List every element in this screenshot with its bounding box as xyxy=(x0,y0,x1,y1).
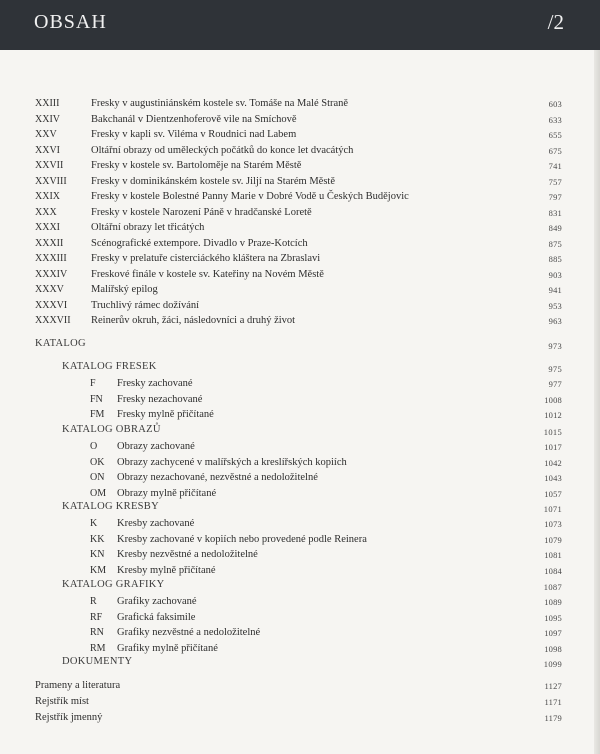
chapter-entry[interactable] xyxy=(35,267,562,283)
catalog-entry-number: R xyxy=(90,596,97,607)
catalog-group-heading-page: 1071 xyxy=(543,504,562,514)
catalog-entry-title: Fresky mylně přičítané xyxy=(117,409,214,420)
catalog-group-heading[interactable] xyxy=(62,578,562,592)
back-matter-entry-title: Rejstřík míst xyxy=(35,696,89,707)
catalog-entry-title: Obrazy zachycené v malířských a kreslířských kopiích xyxy=(117,456,347,468)
chapter-entry-title: Fresky v augustiniánském kostele sv. Tomáše na Malé Straně xyxy=(91,98,349,109)
chapter-entry[interactable] xyxy=(35,298,562,314)
chapter-entry-page: 655 xyxy=(548,130,562,140)
chapter-entry-page: 675 xyxy=(548,145,562,156)
chapter-entry[interactable] xyxy=(35,236,562,252)
catalog-entry-title: Grafická faksimile xyxy=(117,611,196,623)
catalog-entry-page: 977 xyxy=(548,379,562,389)
dokumenty-heading[interactable] xyxy=(62,655,562,669)
back-matter-entry[interactable] xyxy=(35,694,562,710)
chapter-entry-number: XXXVI xyxy=(35,299,68,311)
catalog-entry-title: Fresky zachované xyxy=(117,378,193,389)
chapter-entry-number: XXXIV xyxy=(35,268,68,280)
catalog-entry-title: Kresby mylně přičítané xyxy=(117,564,216,576)
catalog-entry-page: 1098 xyxy=(544,643,562,654)
catalog-group-heading-label: KATALOG OBRAZŮ xyxy=(62,424,161,435)
chapter-entry-number: XXVIII xyxy=(35,175,67,187)
catalog-entry[interactable] xyxy=(62,516,562,532)
catalog-entry-page: 1012 xyxy=(544,410,562,420)
catalog-entry[interactable] xyxy=(62,547,562,563)
back-matter-entry-page: 1179 xyxy=(544,713,562,723)
chapter-entry-title: Fresky v dominikánském kostele sv. Jiljí na Starém Městě xyxy=(91,175,335,187)
catalog-entry-title: Grafiky zachované xyxy=(117,596,197,607)
chapter-entry-page: 903 xyxy=(548,269,562,280)
chapter-entry-number: XXXVII xyxy=(35,315,71,326)
catalog-entry[interactable] xyxy=(62,470,562,486)
catalog-entry-page: 1084 xyxy=(544,565,562,576)
catalog-entry-number: K xyxy=(90,518,98,529)
catalog-entry-page: 1095 xyxy=(544,612,562,623)
chapter-entry[interactable] xyxy=(35,143,562,159)
catalog-entry-page: 1097 xyxy=(544,628,562,638)
catalog-entry-title: Kresby nezvěstné a nedoložitelné xyxy=(117,549,258,560)
chapter-entry-title: Fresky v kapli sv. Viléma v Roudnici nad Labem xyxy=(91,129,297,140)
chapter-entry-title: Fresky v prelatuře cisterciáckého kláštera na Zbraslavi xyxy=(91,253,321,264)
catalog-entry-page: 1079 xyxy=(544,534,562,545)
chapter-entry-page: 603 xyxy=(548,99,562,109)
catalog-group-heading-label: KATALOG KRESBY xyxy=(62,501,159,512)
catalog-group-heading-label: KATALOG GRAFIKY xyxy=(62,579,165,590)
page-edge xyxy=(594,0,600,754)
chapter-entry-title: Bakchanál v Dientzenhoferově vile na Smíchově xyxy=(91,113,297,125)
catalog-entry[interactable] xyxy=(62,532,562,548)
catalog-entry-page: 1017 xyxy=(544,442,562,452)
chapter-entry[interactable] xyxy=(35,96,562,112)
catalog-entry-number: ON xyxy=(90,472,105,483)
back-matter-entry-page: 1171 xyxy=(544,697,562,707)
chapter-entry[interactable] xyxy=(35,313,562,329)
catalog-entry-number: KK xyxy=(90,533,105,545)
catalog-entry-number: FN xyxy=(90,393,103,405)
chapter-entry-page: 757 xyxy=(548,176,562,187)
catalog-entry-title: Kresby zachované v kopiích nebo provedené podle Reinera xyxy=(117,533,367,545)
chapter-entry-title: Truchlivý rámec dožívání xyxy=(91,299,200,311)
chapter-entry-number: XXIX xyxy=(35,191,60,202)
chapter-entry-title: Scénografické extempore. Divadlo v Praze-Kotcích xyxy=(91,237,308,249)
chapter-entry-page: 885 xyxy=(548,254,562,264)
catalog-entry[interactable] xyxy=(62,563,562,579)
back-matter-entry[interactable] xyxy=(35,710,562,726)
catalog-group-heading-label: KATALOG FRESEK xyxy=(62,361,157,372)
back-matter-entry[interactable] xyxy=(35,678,562,694)
chapter-entry[interactable] xyxy=(35,220,562,236)
katalog-heading-page: 973 xyxy=(548,341,562,351)
chapter-entry-number: XXX xyxy=(35,206,57,218)
back-matter-entry-title: Prameny a literatura xyxy=(35,680,121,691)
chapter-entry-title: Fresky v kostele Narození Páně v hradčanské Loretě xyxy=(91,206,312,218)
back-matter-entry-page: 1127 xyxy=(544,681,562,691)
katalog-heading-label: KATALOG xyxy=(35,338,86,349)
chapter-entry-title: Freskové finále v kostele sv. Kateřiny na Novém Městě xyxy=(91,268,324,280)
chapter-entry-title: Reinerův okruh, žáci, následovníci a druhý život xyxy=(91,315,296,326)
chapter-entry-page: 953 xyxy=(548,300,562,311)
katalog-heading[interactable] xyxy=(35,337,562,351)
chapter-entry[interactable] xyxy=(35,282,562,298)
catalog-entry[interactable] xyxy=(62,439,562,455)
chapter-entry-number: XXIV xyxy=(35,113,60,125)
catalog-entry-number: OK xyxy=(90,456,105,468)
chapter-entry[interactable] xyxy=(35,205,562,221)
catalog-entry-title: Obrazy mylně přičítané xyxy=(117,487,217,499)
catalog-group-heading[interactable] xyxy=(62,423,562,437)
chapter-entry-page: 849 xyxy=(548,223,562,233)
catalog-entry-number: KN xyxy=(90,549,105,560)
catalog-entry-title: Grafiky mylně přičítané xyxy=(117,642,218,654)
chapter-entry-page: 831 xyxy=(548,207,562,218)
catalog-entry[interactable] xyxy=(62,376,562,392)
chapter-entry-number: XXVI xyxy=(35,144,60,156)
chapter-entry-number: XXXV xyxy=(35,284,64,295)
catalog-entry-number: F xyxy=(90,378,96,389)
chapter-entry-page: 963 xyxy=(548,316,562,326)
chapter-entry-title: Fresky v kostele Bolestné Panny Marie v Dobré Vodě u Českých Budějovic xyxy=(91,191,409,202)
chapter-entry-title: Oltářní obrazy let třicátých xyxy=(91,222,205,233)
catalog-entry-number: KM xyxy=(90,564,107,576)
catalog-entry-page: 1057 xyxy=(544,488,562,499)
chapter-entry-number: XXV xyxy=(35,129,57,140)
catalog-group-heading-page: 1087 xyxy=(543,582,562,592)
catalog-entry-page: 1081 xyxy=(544,550,562,560)
chapter-entry-title: Oltářní obrazy od uměleckých počátků do konce let dvacátých xyxy=(91,144,354,156)
catalog-group-heading[interactable] xyxy=(62,360,562,374)
chapter-entry[interactable] xyxy=(35,174,562,190)
chapter-entry[interactable] xyxy=(35,112,562,128)
chapter-entry-page: 797 xyxy=(548,192,562,202)
catalog-entry-number: RM xyxy=(90,642,106,654)
page-title: OBSAH xyxy=(34,11,107,33)
chapter-entry[interactable] xyxy=(35,251,562,267)
catalog-entry-number: O xyxy=(90,441,98,452)
catalog-entry-title: Grafiky nezvěstné a nedoložitelné xyxy=(117,627,261,638)
catalog-entry-number: RF xyxy=(90,611,103,623)
catalog-entry-number: FM xyxy=(90,409,105,420)
catalog-entry-number: OM xyxy=(90,487,107,499)
dokumenty-heading-page: 1099 xyxy=(543,659,562,669)
catalog-group-heading[interactable] xyxy=(62,500,562,514)
chapter-entry-number: XXXII xyxy=(35,237,64,249)
chapter-entry[interactable] xyxy=(35,127,562,143)
chapter-entry-page: 941 xyxy=(548,285,562,295)
catalog-entry-page: 1008 xyxy=(544,394,562,405)
chapter-entry[interactable] xyxy=(35,189,562,205)
catalog-entry[interactable] xyxy=(62,610,562,626)
catalog-entry-page: 1073 xyxy=(544,519,562,529)
catalog-entry[interactable] xyxy=(62,455,562,471)
catalog-entry-number: RN xyxy=(90,627,104,638)
catalog-entry-page: 1042 xyxy=(544,457,562,468)
catalog-entry-title: Fresky nezachované xyxy=(117,393,203,405)
back-matter-entry-title: Rejstřík jmenný xyxy=(35,712,103,723)
chapter-entry-number: XXXI xyxy=(35,222,60,233)
chapter-entry-number: XXVII xyxy=(35,160,64,171)
catalog-entry[interactable] xyxy=(62,407,562,423)
chapter-entry[interactable] xyxy=(35,158,562,174)
catalog-entry[interactable] xyxy=(62,594,562,610)
chapter-entry-page: 741 xyxy=(548,161,562,171)
catalog-entry-title: Obrazy zachované xyxy=(117,441,195,452)
catalog-entry-page: 1089 xyxy=(544,597,562,607)
catalog-entry-title: Obrazy nezachované, nezvěstné a nedoložitelné xyxy=(117,472,318,483)
dokumenty-heading-label: DOKUMENTY xyxy=(62,656,133,667)
page-header xyxy=(0,0,600,50)
chapter-entry-page: 633 xyxy=(548,114,562,125)
chapter-entry-number: XXXIII xyxy=(35,253,67,264)
catalog-entry[interactable] xyxy=(62,392,562,408)
chapter-entry-title: Fresky v kostele sv. Bartoloměje na Starém Městě xyxy=(91,160,302,171)
chapter-entry-title: Malířský epilog xyxy=(91,284,158,295)
chapter-entry-page: 875 xyxy=(548,238,562,249)
catalog-group-heading-page: 975 xyxy=(548,364,562,374)
page-number: /2 xyxy=(547,10,564,34)
catalog-entry-page: 1043 xyxy=(544,473,562,483)
catalog-group-heading-page: 1015 xyxy=(543,427,562,437)
chapter-entry-number: XXIII xyxy=(35,98,60,109)
catalog-entry[interactable] xyxy=(62,625,562,641)
catalog-entry-title: Kresby zachované xyxy=(117,518,195,529)
